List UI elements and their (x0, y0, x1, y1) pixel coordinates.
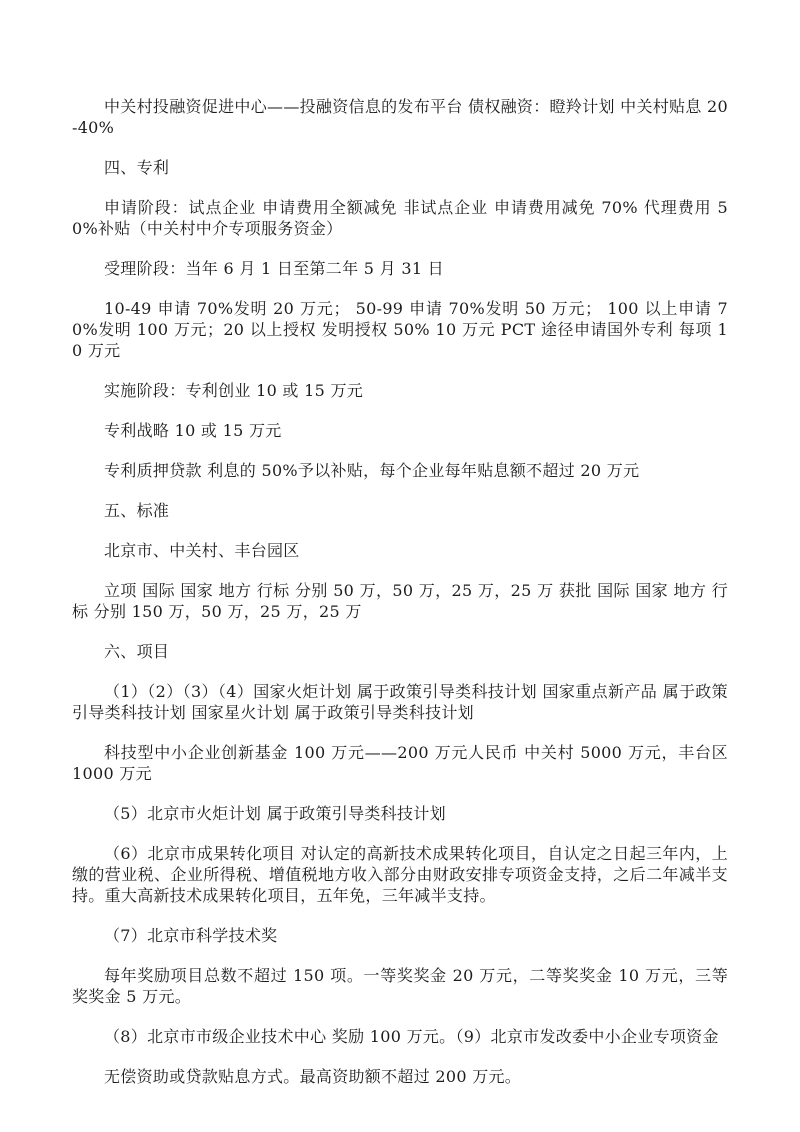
paragraph: 科技型中小企业创新基金 100 万元——200 万元人民币 中关村 5000 万元，丰台区 1000 万元 (72, 743, 728, 783)
paragraph: 受理阶段：当年 6 月 1 日至第二年 5 月 31 日 (104, 259, 444, 278)
paragraph: 六、项目 (104, 642, 170, 661)
paragraph: （6）北京市成果转化项目 对认定的高新技术成果转化项目，自认定之日起三年内，上缴的营业税、企业所得税、增值税地方收入部分由财政安排专项资金支持，之后二年减半支持。重大高新技术成果转化项目，五年免，三年减半支持。 (72, 844, 728, 905)
paragraph: 10-49 申请 70%发明 20 万元； 50-99 申请 70%发明 50 万元； 100 以上申请 70%发明 100 万元；20 以上授权 发明授权 50% 10 万元 PCT 途径申请国外专利 每项 10 万元 (72, 299, 728, 360)
paragraph: （5）北京市火炬计划 属于政策引导类科技计划 (104, 804, 446, 823)
paragraph: 中关村投融资促进中心——投融资信息的发布平台 债权融资：瞪羚计划 中关村贴息 20-40% (72, 97, 728, 137)
paragraph: （8）北京市市级企业技术中心 奖励 100 万元。（9）北京市发改委中小企业专项资金 (104, 1027, 719, 1046)
document-body (72, 96, 728, 1106)
paragraph: 专利质押贷款 利息的 50%予以补贴，每个企业每年贴息额不超过 20 万元 (104, 461, 640, 480)
paragraph: 实施阶段：专利创业 10 或 15 万元 (104, 381, 364, 400)
paragraph: 五、标准 (104, 501, 170, 520)
paragraph: 无偿资助或贷款贴息方式。最高资助额不超过 200 万元。 (104, 1067, 522, 1086)
paragraph: 北京市、中关村、丰台园区 (104, 541, 300, 560)
paragraph: 每年奖励项目总数不超过 150 项。一等奖奖金 20 万元，二等奖奖金 10 万元，三等奖奖金 5 万元。 (72, 966, 728, 1006)
paragraph: 立项 国际 国家 地方 行标 分别 50 万，50 万，25 万，25 万 获批 国际 国家 地方 行标 分别 150 万，50 万，25 万，25 万 (72, 581, 728, 621)
paragraph: 四、专利 (104, 158, 170, 177)
paragraph: （7）北京市科学技术奖 (104, 926, 278, 945)
paragraph: （1）（2）（3）（4）国家火炬计划 属于政策引导类科技计划 国家重点新产品 属于政策引导类科技计划 国家星火计划 属于政策引导类科技计划 (72, 682, 728, 722)
paragraph: 申请阶段：试点企业 申请费用全额减免 非试点企业 申请费用减免 70% 代理费用 50%补贴（中关村中介专项服务资金） (72, 198, 728, 238)
paragraph: 专利战略 10 或 15 万元 (104, 421, 282, 440)
